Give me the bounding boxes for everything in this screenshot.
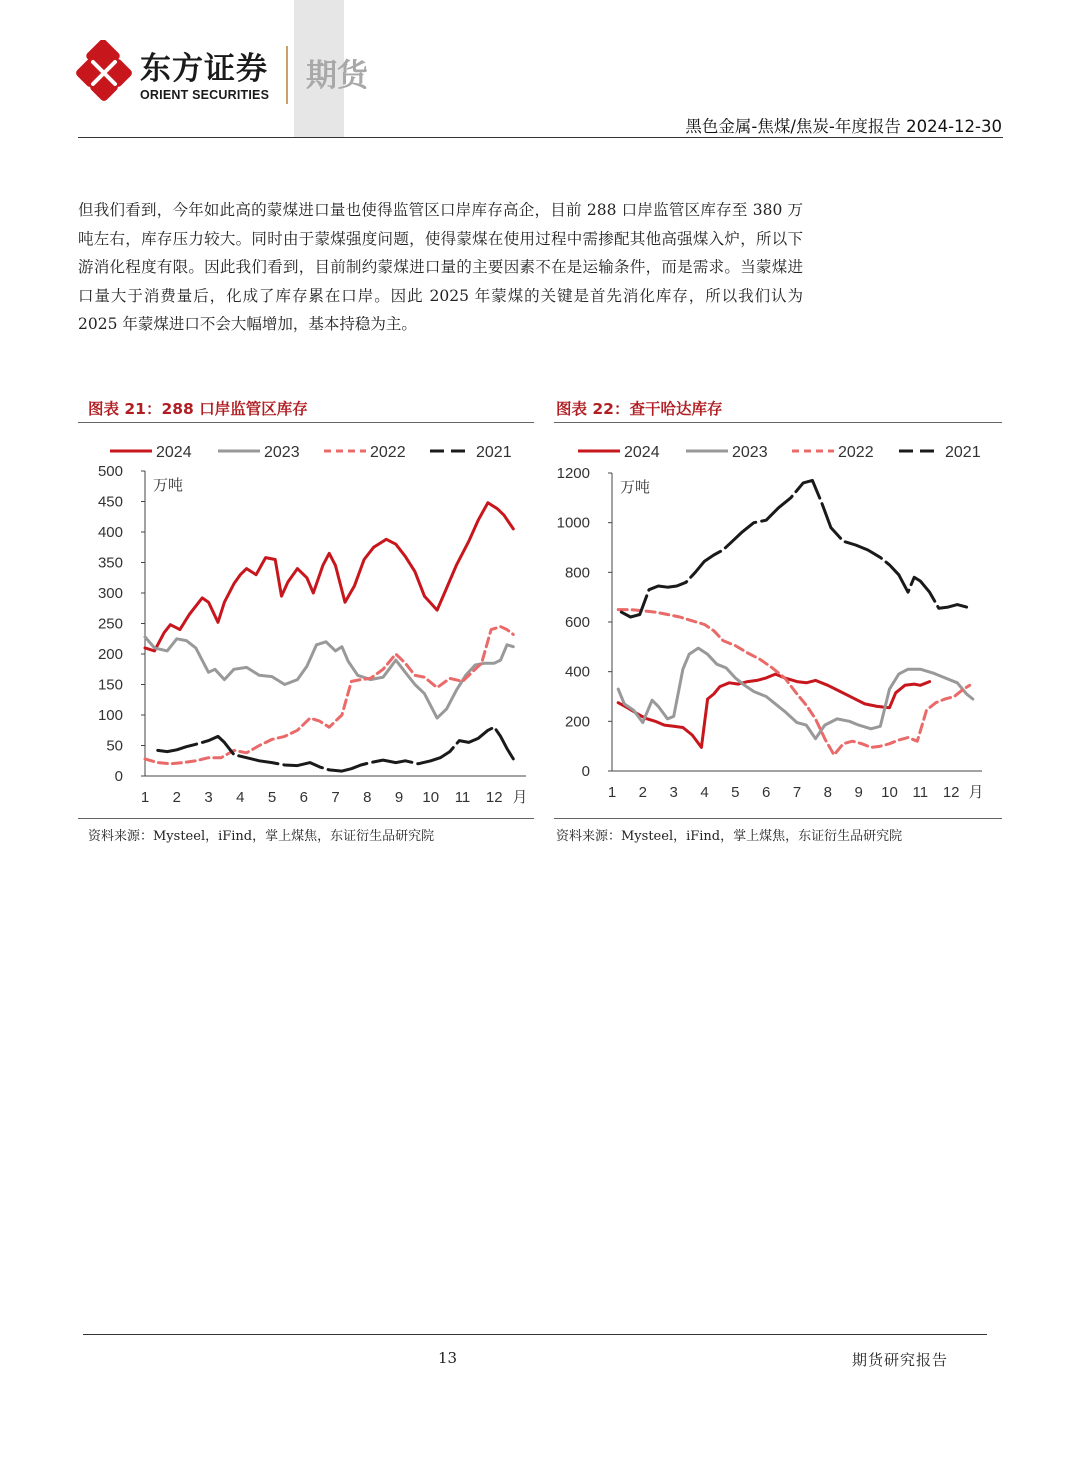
y-tick-label: 800: [564, 564, 590, 582]
x-tick-label: 3: [204, 789, 213, 806]
x-tick-label: 3: [669, 784, 678, 801]
figure-22-top-rule: [554, 422, 1002, 423]
x-tick-label: 1: [140, 789, 150, 806]
x-tick-label: 9: [394, 789, 404, 806]
figure-22-chart: [554, 428, 1002, 815]
x-tick-label: 11: [454, 789, 471, 806]
y-axis-unit: 万吨: [153, 476, 184, 494]
body-text: [78, 196, 803, 339]
series-line-2024: [145, 503, 513, 651]
figure-21-top-rule: [78, 422, 534, 423]
figure-22-title: 图表 22：查干哈达库存: [556, 400, 723, 418]
y-tick-label: 150: [97, 676, 123, 694]
figure-21-chart: [78, 428, 534, 815]
y-tick-label: 400: [97, 524, 123, 541]
y-tick-label: 0: [114, 768, 123, 785]
x-tick-label: 2: [638, 784, 648, 801]
y-tick-label: 1000: [556, 514, 590, 532]
x-tick-label: 12: [942, 784, 960, 801]
brand-block: [140, 52, 269, 102]
x-axis-unit: 月: [512, 788, 528, 806]
x-tick-label: 8: [823, 784, 833, 801]
series-line-2022: [618, 610, 970, 755]
figure-22-bottom-rule: [554, 818, 1002, 819]
x-tick-label: 12: [485, 789, 503, 806]
orient-securities-logo-icon: [76, 40, 134, 104]
legend-label-2021: 2021: [945, 444, 981, 461]
brand-name-cn: 东方证券: [140, 51, 268, 87]
x-tick-label: 10: [881, 784, 898, 801]
page-number: 13: [438, 1349, 458, 1367]
y-tick-label: 500: [97, 463, 123, 480]
legend-label-2023: 2023: [264, 444, 300, 461]
brand-name-en: ORIENT SECURITIES: [140, 88, 270, 102]
x-tick-label: 2: [172, 789, 181, 806]
body-paragraph: 但我们看到，今年如此高的蒙煤进口量也使得监管区口岸库存高企，目前 288 口岸监管区库存至 380 万吨左右，库存压力较大。同时由于蒙煤强度问题，使得蒙煤在使用过程中需掺配其他高强煤入炉，所以下游消化程度有限。因此我们看到，目前制约蒙煤进口量的主要因素不在是运输条件，而是需求。当蒙煤进口量大于消费量后，化成了库存累在口岸。因此 2025 年蒙煤的关键是首先消化库存，所以我们认为 2025 年蒙煤进口不会大幅增加，基本持稳为主。: [78, 201, 803, 333]
y-tick-label: 1200: [556, 465, 590, 482]
figure-21-source: 资料来源：Mysteel，iFind，掌上煤焦，东证衍生品研究院: [88, 829, 435, 844]
legend-label-2021: 2021: [476, 444, 512, 461]
legend-label-2024: 2024: [156, 444, 192, 461]
legend-label-2023: 2023: [732, 444, 768, 461]
y-tick-label: 200: [564, 713, 590, 731]
legend-label-2022: 2022: [838, 444, 874, 461]
x-tick-label: 10: [422, 789, 440, 806]
series-line-2021: [158, 727, 514, 771]
series-line-2023: [145, 637, 513, 718]
x-tick-label: 4: [700, 784, 709, 801]
y-tick-label: 600: [564, 614, 590, 631]
y-tick-label: 300: [97, 585, 123, 602]
y-tick-label: 100: [97, 707, 123, 724]
x-tick-label: 5: [267, 789, 277, 806]
brand-divider: [286, 46, 288, 104]
report-title: 黑色金属-焦煤/焦炭-年度报告 2024-12-30: [685, 117, 1002, 136]
legend-label-2024: 2024: [624, 444, 660, 461]
section-label: 期货: [306, 58, 368, 94]
x-tick-label: 11: [912, 784, 929, 801]
y-tick-label: 250: [97, 615, 123, 633]
y-tick-label: 0: [581, 763, 590, 780]
x-tick-label: 8: [363, 789, 372, 806]
y-tick-label: 400: [564, 663, 590, 681]
x-axis-unit: 月: [968, 783, 984, 801]
x-tick-label: 6: [761, 784, 771, 801]
figure-21-title: 图表 21：288 口岸监管区库存: [88, 400, 308, 418]
y-tick-label: 200: [97, 646, 123, 663]
x-tick-label: 5: [731, 784, 740, 801]
header-rule: [78, 137, 1003, 138]
y-tick-label: 450: [97, 493, 123, 511]
x-tick-label: 6: [299, 789, 308, 806]
x-tick-label: 9: [854, 784, 863, 801]
footer-label: 期货研究报告: [852, 1351, 949, 1369]
legend-label-2022: 2022: [370, 444, 406, 461]
footer-rule: [83, 1334, 987, 1335]
x-tick-label: 4: [236, 789, 245, 806]
figure-21-bottom-rule: [78, 818, 534, 819]
y-tick-label: 50: [106, 737, 123, 755]
series-line-2021: [621, 480, 966, 617]
x-tick-label: 7: [792, 784, 802, 801]
x-tick-label: 1: [607, 784, 617, 801]
y-axis-unit: 万吨: [620, 478, 651, 496]
figure-22-source: 资料来源：Mysteel，iFind，掌上煤焦，东证衍生品研究院: [556, 829, 903, 844]
x-tick-label: 7: [331, 789, 340, 806]
y-tick-label: 350: [97, 554, 123, 572]
